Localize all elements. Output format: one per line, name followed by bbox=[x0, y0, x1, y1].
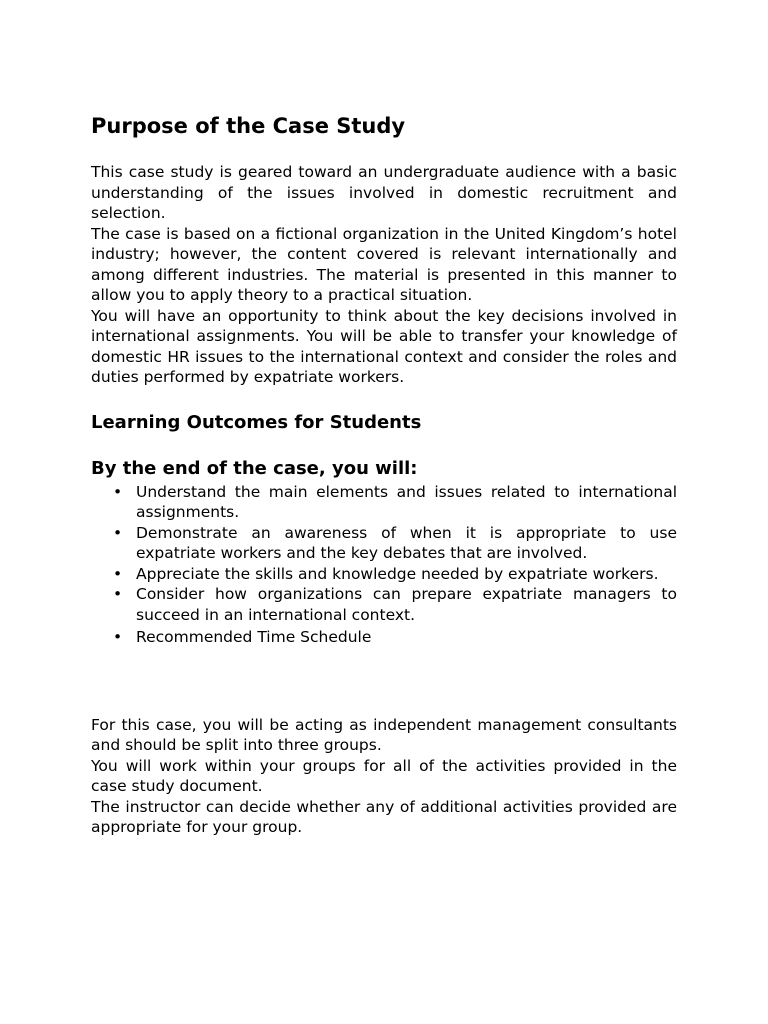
list-item bbox=[91, 584, 677, 625]
bullet-icon: • bbox=[113, 564, 123, 583]
schedule-paragraph-1: For this case, you will be acting as independent management consultants and should be split into three groups. bbox=[91, 715, 677, 754]
schedule-paragraph-2: You will work within your groups for all of the activities provided in the case study document. bbox=[91, 756, 677, 795]
list-item-text: Recommended Time Schedule bbox=[136, 628, 372, 646]
list-item bbox=[91, 564, 677, 585]
bullet-icon: • bbox=[113, 482, 123, 501]
list-item-text: Consider how organizations can prepare expatriate managers to succeed in an international context. bbox=[136, 585, 677, 624]
bullet-icon: • bbox=[113, 628, 123, 646]
list-item bbox=[91, 482, 677, 523]
learning-outcomes-heading: Learning Outcomes for Students bbox=[91, 411, 422, 433]
by-end-of-case-heading: By the end of the case, you will: bbox=[91, 457, 418, 479]
document-page bbox=[91, 112, 677, 838]
purpose-paragraph-2: The case is based on a fictional organization in the United Kingdom’s hotel industry; however, the content covered is relevant internationally and among different industries. The material is presented in this manner to allow you to apply theory to a practical situation. bbox=[91, 224, 677, 304]
purpose-paragraph-1: This case study is geared toward an undergraduate audience with a basic understanding of the issues involved in domestic recruitment and selection. bbox=[91, 163, 677, 222]
bullet-icon: • bbox=[113, 585, 123, 603]
section-spacer bbox=[91, 648, 677, 715]
schedule-paragraph-3: The instructor can decide whether any of additional activities provided are appropriate for your group. bbox=[91, 797, 677, 836]
outcomes-list bbox=[91, 482, 677, 648]
purpose-paragraph-3: You will have an opportunity to think about the key decisions involved in international assignments. You will be able to transfer your knowledge of domestic HR issues to the international context and consider the roles and duties performed by expatriate workers. bbox=[91, 306, 677, 386]
list-item bbox=[91, 523, 677, 564]
list-item-text: Understand the main elements and issues related to international assignments. bbox=[136, 482, 677, 521]
purpose-heading: Purpose of the Case Study bbox=[91, 114, 406, 138]
bullet-icon: • bbox=[113, 523, 123, 542]
list-item-text: Appreciate the skills and knowledge needed by expatriate workers. bbox=[136, 564, 659, 583]
list-item bbox=[91, 627, 677, 648]
list-item-text: Demonstrate an awareness of when it is appropriate to use expatriate workers and the key debates that are involved. bbox=[136, 523, 677, 562]
